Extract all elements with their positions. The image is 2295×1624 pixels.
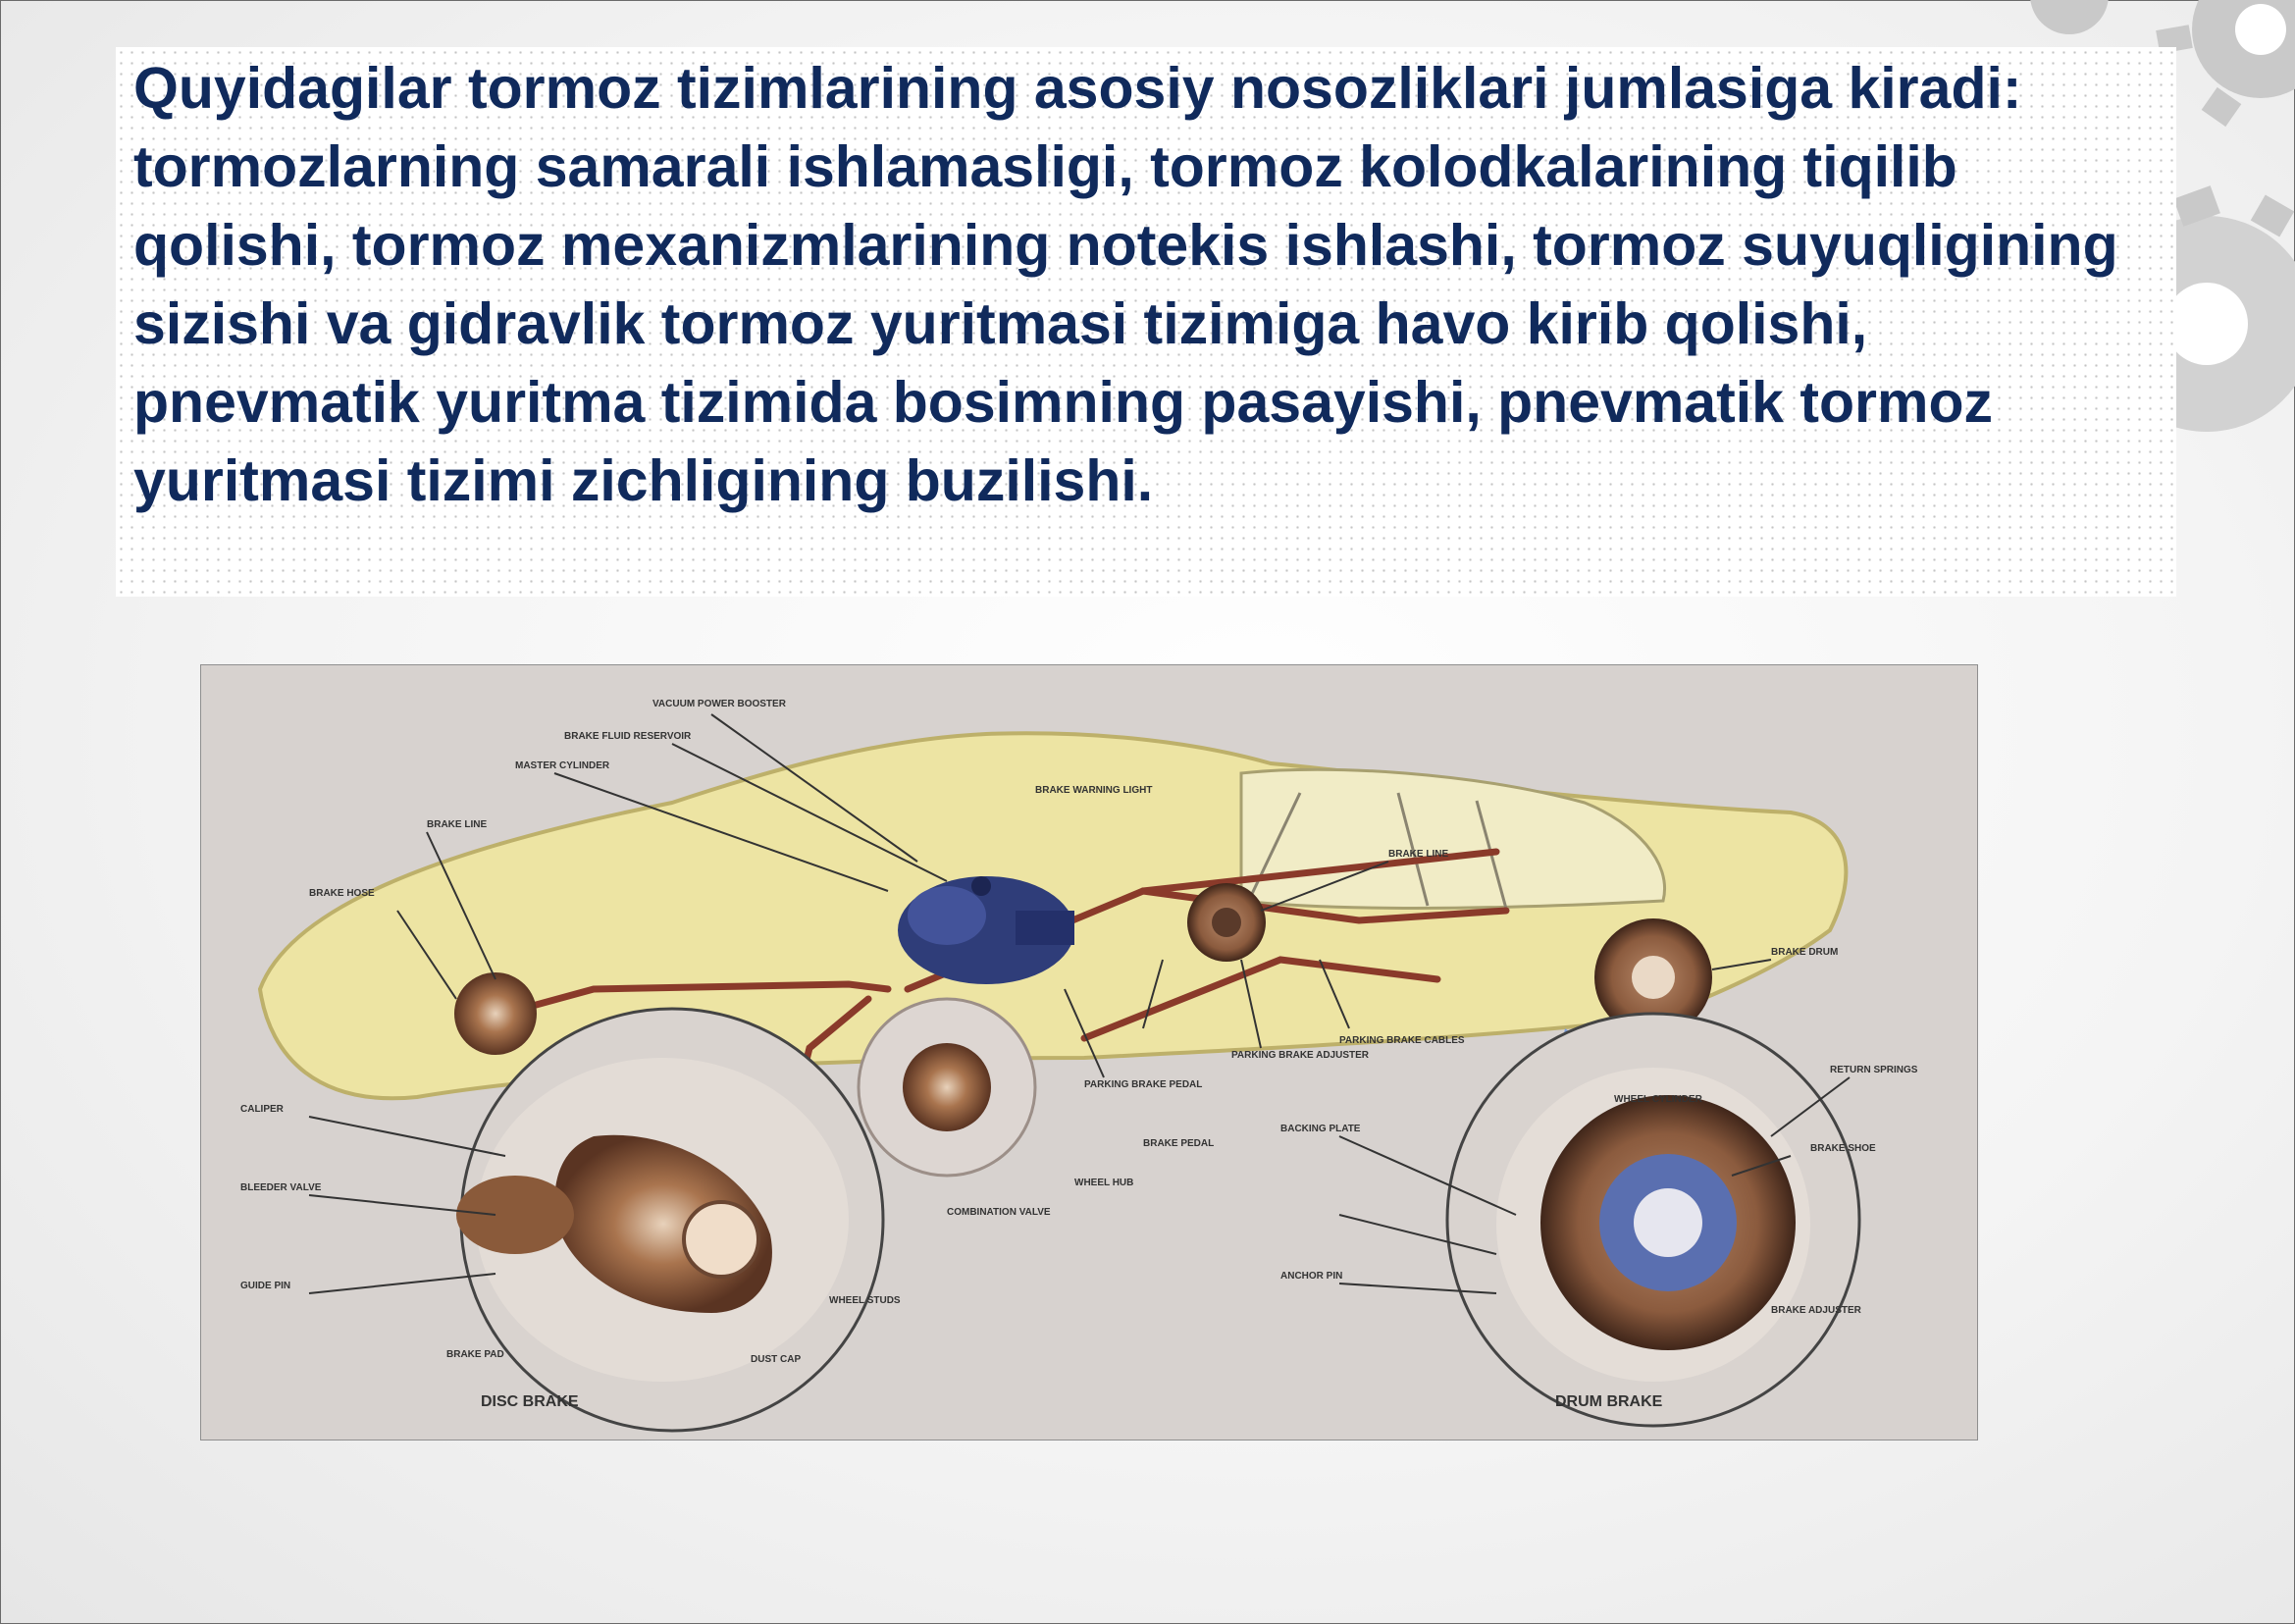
- master-cylinder-icon: [898, 876, 1074, 984]
- label-dust-cap: DUST CAP: [751, 1354, 802, 1365]
- label-parking-brake-adjuster: PARKING BRAKE ADJUSTER: [1231, 1050, 1370, 1061]
- label-wheel-cylinder: WHEEL CYLINDER: [1614, 1094, 1702, 1105]
- label-wheel-studs: WHEEL STUDS: [829, 1295, 901, 1306]
- label-master-cylinder: MASTER CYLINDER: [515, 760, 610, 771]
- label-brake-pad: BRAKE PAD: [446, 1349, 504, 1360]
- label-anchor-pin: ANCHOR PIN: [1280, 1271, 1343, 1282]
- label-brake-adjuster: BRAKE ADJUSTER: [1771, 1305, 1861, 1316]
- label-vacuum-booster: VACUUM POWER BOOSTER: [652, 699, 786, 709]
- label-brake-drum: BRAKE DRUM: [1771, 947, 1839, 958]
- label-caliper: CALIPER: [240, 1104, 284, 1115]
- slide-body-text: Quyidagilar tormoz tizimlarining asosiy nosozliklari jumlasiga kiradi: tormozlarning samarali ishlamasligi, tormoz kolodkalarining tiqilib qolishi, tormoz mexanizmlarining notekis ishlashi, tormoz suyuqligining sizishi va gidravlik tormoz yuritmasi tizimiga havo kirib qolishi, pnevmatik yuritma tizimida bosimning pasayishi, pnevmatik tormoz yuritmasi tizimi zichligining buzilishi.: [133, 56, 2118, 513]
- diagram-drawing: [201, 665, 1977, 1440]
- label-brake-pedal: BRAKE PEDAL: [1143, 1138, 1215, 1149]
- label-brake-warning-light: BRAKE WARNING LIGHT: [1035, 785, 1153, 796]
- label-brake-shoe: BRAKE SHOE: [1810, 1143, 1876, 1154]
- label-drum-brake: DRUM BRAKE: [1555, 1393, 1663, 1410]
- drum-brake-detail: [1447, 1014, 1859, 1426]
- brake-system-diagram: [200, 664, 1978, 1441]
- label-combination-valve: COMBINATION VALVE: [947, 1207, 1051, 1218]
- label-guide-pin: GUIDE PIN: [240, 1281, 291, 1291]
- label-brake-hose: BRAKE HOSE: [309, 888, 375, 899]
- disc-brake-detail: [456, 1009, 883, 1431]
- label-backing-plate: BACKING PLATE: [1280, 1124, 1361, 1134]
- label-disc-brake: DISC BRAKE: [481, 1393, 579, 1410]
- label-parking-brake-pedal: PARKING BRAKE PEDAL: [1084, 1079, 1203, 1090]
- label-brake-fluid-reservoir: BRAKE FLUID RESERVOIR: [564, 731, 692, 742]
- label-brake-line: BRAKE LINE: [427, 819, 488, 830]
- label-return-springs: RETURN SPRINGS: [1830, 1065, 1918, 1075]
- label-bleeder-valve: BLEEDER VALVE: [240, 1182, 322, 1193]
- label-brake-line-rear: BRAKE LINE: [1388, 849, 1449, 860]
- label-wheel-hub: WHEEL HUB: [1074, 1178, 1134, 1188]
- label-parking-brake-cables: PARKING BRAKE CABLES: [1339, 1035, 1465, 1046]
